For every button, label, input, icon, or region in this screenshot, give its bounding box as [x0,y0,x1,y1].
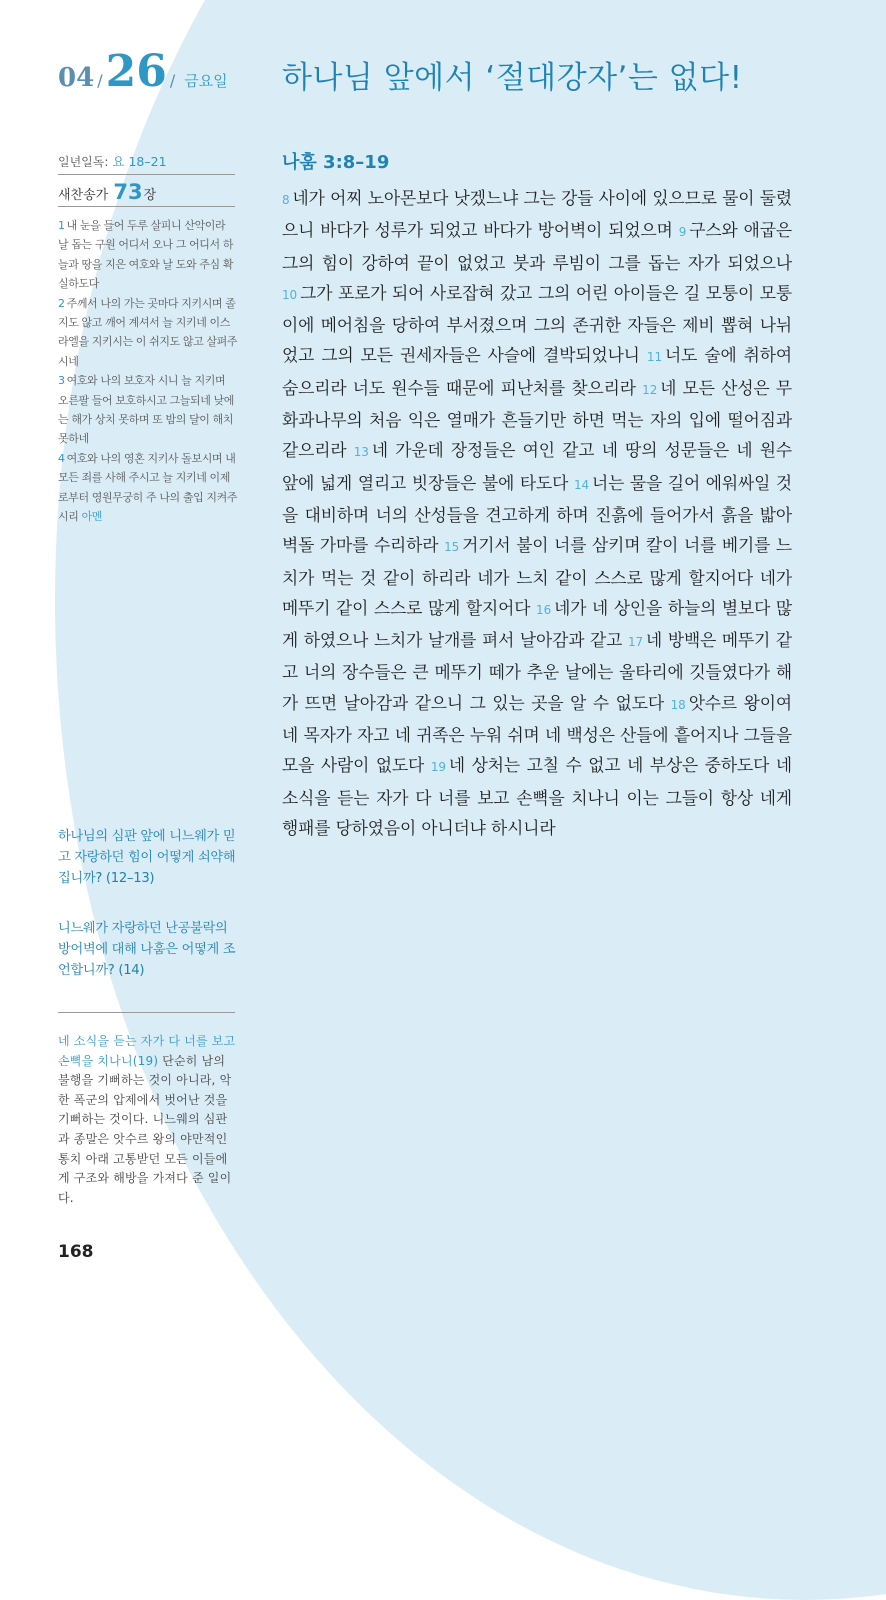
divider [58,1012,235,1013]
verse-number: 18 [670,697,686,712]
divider [58,206,235,207]
verse-number: 10 [282,287,298,302]
hymn-number: 73 [113,180,143,204]
hymn-verse-text: 여호와 나의 보호자 시니 늘 지키며 오른팔 들어 보호하시고 그늘되네 낮에는 해가 상치 못하며 또 밤의 달이 해치 못하네 [58,374,235,446]
page-number: 168 [58,1242,94,1262]
passage-text [282,183,792,843]
hymn-verse-number: 2 [58,296,65,310]
verse-text: 너도 술에 취하여 숨으리라 너도 원수들 때문에 피난처를 찾으리라 [282,345,793,398]
date-header [58,46,228,97]
verse-number: 16 [536,602,552,617]
hymn-verse-number: 1 [58,219,65,232]
hymn-amen: 아멘 [81,510,103,524]
question-2: 니느웨가 자랑하던 난공불락의 방어벽에 대해 나훔은 어떻게 조언합니까? (14) [58,921,236,978]
verse-text: 네가 네 상인을 하늘의 별보다 많게 하였으나 느치가 날개를 펴서 날아감과 같고 [282,597,793,651]
verse-number: 11 [646,350,662,365]
hymn-verse-text: 여호와 나의 영혼 지키사 돌보시며 내 모든 죄를 사해 주시고 늘 지키네 이제로부터 영원무궁히 주 나의 출입 지켜주시리 [58,451,238,524]
divider [58,174,235,175]
hymn-verse-text: 내 눈을 들어 두루 살피니 산악이라 날 돕는 구원 어디서 오나 그 어디서 하늘과 땅을 지은 여호와 날 도와 주심 확실하도다 [58,219,234,291]
date-day: 26 [105,46,167,97]
verse-text: 그가 포로가 되어 사로잡혀 갔고 그의 어린 아이들은 길 모퉁이 모퉁이에 메어침을 당하여 부서졌으며 그의 존귀한 자들은 제비 뽑혀 나뉘었고 그의 모든 권세자들은 사슬에 결박되었나니 [282,282,792,366]
page-title: 하나님 앞에서 ‘절대강자’는 없다! [282,60,743,96]
verse-number: 17 [627,635,644,650]
verse-number: 13 [353,445,369,460]
hymn-suffix: 장 [143,188,157,203]
verse-number: 12 [642,382,658,397]
weekday-separator: / [169,71,176,90]
reading-plan-reference: 요 18–21 [112,154,167,169]
verse-text: 앗수르 왕이여 네 목자가 자고 네 귀족은 누워 쉬며 네 백성은 산들에 흩어지나 그들을 모을 사람이 없도다 [282,692,792,776]
verse-number: 15 [444,540,460,555]
verse-text: 구스와 애굽은 그의 힘이 강하여 끝이 없었고 붓과 루빔이 그를 돕는 자가 되었으나 [282,220,793,273]
verse-text: 네 상처는 고칠 수 없고 네 부상은 중하도다 네 소식을 듣는 자가 다 너를 보고 손뼉을 치나니 이는 그들이 항상 네게 행패를 당하였음이 아니더냐 하시니라 [282,755,792,838]
reading-plan-label: 일년일독: [58,155,109,169]
verse-text: 네 모든 산성은 무화과나무의 처음 익은 열매가 흔들기만 하면 먹는 자의 입에 떨어짐과 같으리라 [282,377,792,461]
verse-number: 19 [430,760,446,775]
hymn-heading [58,180,156,204]
hymn-lyrics [58,216,238,527]
verse-number: 9 [678,225,687,240]
date-separator: / [97,71,103,90]
commentary-note [58,1032,238,1208]
hymn-verse-text: 주께서 나의 가는 곳마다 지키시며 졸지도 않고 깨어 계셔서 늘 지키네 이스라엘을 지키시는 이 쉬지도 않고 살펴주시네 [58,296,238,368]
note-highlight: 네 소식을 듣는 자가 다 너를 보고 손뼉을 치나니(19) [58,1034,236,1068]
verse-number: 14 [573,477,590,492]
verse-text: 네 방백은 메뚜기 같고 너의 장수들은 큰 메뚜기 떼가 추운 날에는 울타리에 깃들였다가 해가 뜨면 날아감과 같으니 그 있는 곳을 알 수 없도다 [282,630,793,713]
hymn-verse-number: 4 [58,451,65,465]
verse-number: 8 [282,193,290,207]
question-1: 하나님의 심판 앞에 니느웨가 믿고 자랑하던 힘이 어떻게 쇠약해집니까? (12–13) [58,829,236,886]
verse-text: 거기서 불이 너를 삼키며 칼이 너를 베기를 느치가 먹는 것 같이 하리라 네가 느치 같이 스스로 많게 할지어다 네가 메뚜기 같이 스스로 많게 할지어다 [282,535,793,618]
hymn-verse-number: 3 [58,374,65,388]
date-weekday: 금요일 [184,72,228,90]
verse-text: 네 가운데 장정들은 여인 같고 네 땅의 성문들은 네 원수 앞에 넓게 열리고 빗장들은 불에 타도다 [282,440,793,493]
reading-plan [58,152,167,170]
hymn-label: 새찬송가 [58,188,109,203]
passage-reference: 나훔 3:8–19 [282,152,390,173]
note-text: 단순히 남의 불행을 기뻐하는 것이 아니라, 악한 폭군의 압제에서 벗어난 것을 기뻐하는 것이다. 니느웨의 심판과 종말은 앗수르 왕의 야만적인 통치 아래 고통받던 모든 이들에게 구조와 해방을 가져다 준 일이다. [58,1053,232,1205]
verse-text: 네가 어찌 노아몬보다 낫겠느냐 그는 강들 사이에 있으므로 물이 둘렸으니 바다가 성루가 되었고 바다가 방어벽이 되었으며 [282,188,792,241]
date-month: 04 [58,63,95,93]
verse-text: 너는 물을 길어 에워싸일 것을 대비하며 너의 산성들을 견고하게 하며 진흙에 들어가서 흙을 밟아 벽돌 가마를 수리하라 [282,472,793,556]
